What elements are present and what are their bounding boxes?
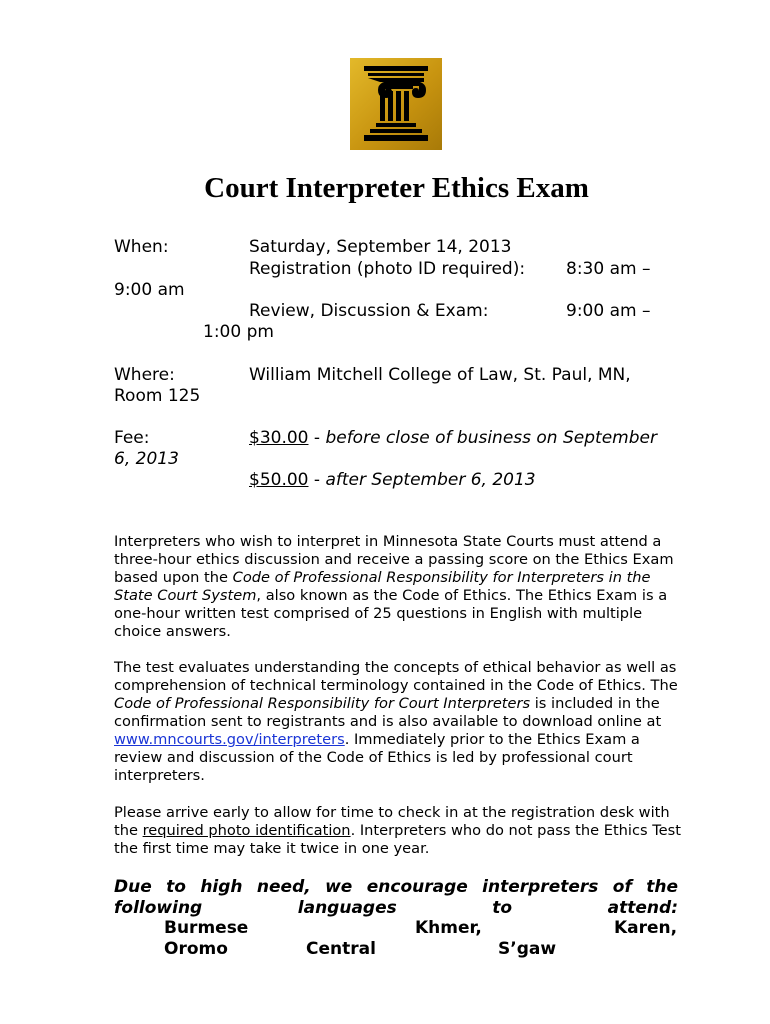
review-time-end: 1:00 pm	[203, 322, 274, 342]
late-fee-amount: $50.00	[249, 470, 309, 490]
room-text: Room 125	[114, 386, 201, 406]
location-text: William Mitchell College of Law, St. Paul, MN,	[249, 365, 631, 385]
early-fee-sep: -	[308, 428, 326, 448]
column-icon	[350, 58, 442, 150]
languages-heading: Due to high need, we encourage interpreters of the following languages to attend:	[114, 877, 678, 918]
early-fee-note-cont: 6, 2013	[114, 449, 179, 469]
requirements-text-2: , also known as the Code of Ethics. The Ethics Exam is a one-hour written test comprised of 25 questions in English with multiple choice answers.	[114, 587, 668, 640]
code-title-court: Code of Professional Responsibility for Court Interpreters	[114, 695, 531, 712]
language-item: Central	[306, 939, 376, 959]
review-label: Review, Discussion & Exam:	[249, 301, 489, 321]
arrival-text-2: . Interpreters who do not pass the Ethics Test the first time may take it twice in one year.	[114, 822, 681, 857]
late-fee-sep: -	[308, 470, 326, 490]
late-fee-line	[249, 470, 536, 491]
registration-label: Registration (photo ID required):	[249, 259, 526, 279]
where-label: Where:	[114, 365, 175, 385]
early-fee-amount: $30.00	[249, 428, 309, 448]
language-item: Burmese	[164, 918, 249, 938]
mncourts-link[interactable]: www.mncourts.gov/interpreters	[114, 731, 345, 748]
event-date: Saturday, September 14, 2013	[249, 237, 512, 257]
registration-time-end: 9:00 am	[114, 280, 185, 300]
language-item: S’gaw	[498, 939, 557, 959]
court-column-logo	[350, 58, 442, 150]
language-item: Oromo	[164, 939, 228, 959]
evaluation-text-3: . Immediately prior to the Ethics Exam a review and discussion of the Code of Ethics is led by professional court interpreters.	[114, 731, 640, 784]
code-title-state: Code of Professional Responsibility for Interpreters in the State Court System	[114, 569, 651, 604]
early-fee-line	[249, 428, 657, 449]
language-item: Karen,	[614, 918, 678, 938]
arrival-paragraph	[114, 804, 684, 858]
late-fee-note: after September 6, 2013	[325, 470, 536, 490]
fee-label: Fee:	[114, 428, 150, 448]
review-time-start: 9:00 am –	[566, 301, 651, 321]
arrival-text-1: Please arrive early to allow for time to check in at the registration desk with the	[114, 804, 670, 839]
requirements-text-1: Interpreters who wish to interpret in Minnesota State Courts must attend a three-hour ethics discussion and receive a passing score on the Ethics Exam based upon the	[114, 533, 674, 586]
requirements-paragraph	[114, 533, 684, 641]
when-label: When:	[114, 237, 169, 257]
evaluation-paragraph	[114, 659, 684, 785]
photo-id-requirement: required photo identification	[142, 822, 351, 839]
language-item: Khmer,	[415, 918, 482, 938]
registration-time-start: 8:30 am –	[566, 259, 651, 279]
evaluation-text-1: The test evaluates understanding the concepts of ethical behavior as well as comprehension of technical terminology contained in the Code of Ethics. The	[114, 659, 678, 694]
page-title: Court Interpreter Ethics Exam	[204, 172, 589, 204]
evaluation-text-2: is included in the confirmation sent to registrants and is also available to download online at	[114, 695, 662, 730]
early-fee-note: before close of business on September	[325, 428, 657, 448]
